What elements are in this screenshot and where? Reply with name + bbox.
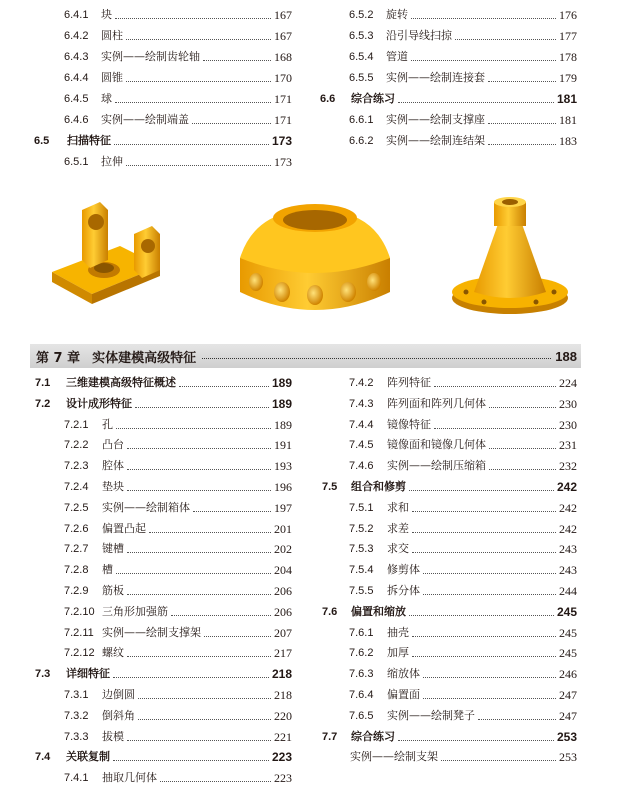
entry-title: 垫块	[102, 480, 124, 493]
entry-page-number: 204	[274, 563, 292, 578]
toc-subsection-entry[interactable]	[64, 682, 292, 702]
chapter-title: 实体建模高级特征	[92, 350, 197, 366]
toc-subsection-entry[interactable]	[64, 536, 292, 556]
entry-page-number: 178	[559, 50, 577, 64]
toc-subsection-entry[interactable]	[349, 2, 577, 22]
entry-number: 6.4.4	[64, 72, 89, 84]
entry-title: 实例——绘制支撑架	[102, 625, 201, 639]
toc-subsection-entry[interactable]	[64, 557, 292, 577]
leader-dots	[202, 357, 551, 359]
toc-section-entry[interactable]	[322, 724, 577, 744]
entry-number: 7.2.7	[64, 543, 89, 556]
entry-number: 7.1	[35, 377, 51, 389]
toc-section-entry[interactable]	[322, 474, 577, 494]
entry-title: 拔模	[102, 729, 124, 743]
chapter-heading[interactable]	[30, 344, 581, 368]
toc-section-entry[interactable]	[322, 599, 577, 619]
leader-dots	[488, 143, 556, 145]
entry-title: 拉伸	[101, 155, 123, 168]
leader-dots	[489, 447, 556, 449]
toc-subsection-entry[interactable]	[64, 516, 292, 536]
entry-number: 7.5.2	[349, 522, 374, 535]
entry-number: 7.2	[35, 397, 51, 410]
toc-subsection-entry[interactable]	[64, 578, 292, 598]
entry-title: 求交	[387, 542, 409, 556]
entry-title: 倒斜角	[102, 708, 135, 722]
entry-title: 旋转	[386, 8, 408, 21]
entry-number: 6.4.2	[64, 30, 89, 42]
entry-number: 7.5.1	[349, 501, 374, 514]
entry-title: 键槽	[102, 542, 124, 556]
entry-page-number: 170	[274, 71, 292, 85]
leader-dots	[113, 676, 269, 678]
toc-section-entry[interactable]	[35, 744, 292, 764]
leader-dots	[127, 468, 271, 470]
entry-number: 7.7	[322, 730, 338, 743]
leader-dots	[412, 531, 556, 533]
leader-dots	[126, 38, 271, 40]
entry-page-number: 181	[556, 92, 577, 106]
toc-subsection-entry[interactable]	[64, 432, 292, 452]
leader-dots	[488, 122, 556, 124]
leader-dots	[126, 164, 271, 166]
entry-number: 6.4.5	[64, 93, 89, 105]
toc-subsection-entry[interactable]	[349, 65, 577, 85]
entry-page-number: 224	[559, 376, 577, 390]
leader-dots	[434, 385, 556, 387]
entry-title: 加厚	[387, 646, 409, 660]
entry-title: 综合练习	[351, 92, 395, 105]
entry-title: 求差	[387, 521, 409, 535]
leader-dots	[409, 614, 554, 616]
entry-title: 孔	[102, 417, 113, 431]
entry-title: 槽	[102, 563, 113, 577]
chapter-label: 第 7 章	[36, 350, 81, 366]
leader-dots	[149, 531, 271, 533]
entry-page-number: 179	[559, 71, 577, 85]
leader-dots	[478, 718, 556, 720]
entry-title: 实例——绘制箱体	[102, 500, 190, 514]
entry-number: 6.5	[34, 135, 50, 147]
entry-title: 实例——绘制凳子	[387, 708, 475, 722]
entry-title: 阵列特征	[387, 376, 431, 389]
entry-page-number: 206	[274, 604, 292, 619]
entry-page-number: 223	[274, 771, 292, 786]
entry-title: 实例——绘制支撑座	[386, 113, 485, 126]
leader-dots	[434, 427, 556, 429]
leader-dots	[193, 510, 271, 512]
leader-dots	[126, 80, 271, 82]
leader-dots	[398, 739, 554, 741]
leader-dots	[127, 655, 271, 657]
entry-title: 偏置面	[387, 688, 420, 701]
entry-number: 7.4.3	[349, 397, 374, 410]
entry-page-number: 246	[559, 667, 577, 682]
entry-title: 镜像面和镜像几何体	[387, 438, 486, 452]
entry-title: 球	[101, 92, 112, 105]
entry-number: 7.5.5	[349, 585, 374, 597]
toc-subsection-entry[interactable]	[64, 640, 292, 660]
toc-subsection-entry[interactable]	[64, 86, 292, 106]
leader-dots	[203, 59, 271, 61]
toc-subsection-entry[interactable]	[349, 495, 577, 515]
entry-title: 筋板	[102, 584, 124, 597]
toc-subsection-entry[interactable]	[64, 149, 292, 169]
entry-title: 螺纹	[102, 646, 124, 660]
entry-number: 7.4.6	[349, 460, 374, 473]
entry-number: 7.4	[35, 751, 51, 764]
leader-dots	[127, 489, 271, 491]
entry-number: 7.4.1	[64, 772, 89, 785]
toc-subsection-entry[interactable]	[349, 703, 577, 723]
entry-title: 圆锥	[101, 71, 123, 84]
toc-subsection-entry[interactable]	[64, 495, 292, 515]
entry-number: 6.6.2	[349, 135, 374, 147]
toc-subsection-entry[interactable]	[349, 432, 577, 452]
leader-dots	[412, 510, 556, 512]
entry-number: 7.2.3	[64, 460, 89, 473]
entry-page-number: 242	[556, 480, 577, 494]
part-figures	[0, 180, 640, 330]
entry-page-number: 189	[274, 417, 292, 432]
entry-number: 7.2.10	[64, 605, 95, 618]
entry-number: 7.2.11	[64, 626, 94, 639]
leader-dots	[455, 38, 556, 40]
entry-page-number: 245	[559, 625, 577, 640]
leader-dots	[114, 143, 269, 145]
toc-subsection-entry[interactable]	[349, 536, 577, 556]
leader-dots	[423, 572, 556, 574]
entry-page-number: 207	[274, 625, 292, 640]
entry-number: 7.6.1	[349, 626, 374, 639]
toc-subsection-entry[interactable]	[64, 44, 292, 64]
leader-dots	[160, 780, 271, 782]
leader-dots	[489, 468, 556, 470]
entry-title: 抽壳	[387, 625, 409, 639]
entry-page-number: 189	[271, 396, 292, 411]
entry-page-number: 201	[274, 521, 292, 536]
entry-page-number: 173	[274, 155, 292, 169]
entry-page-number: 189	[271, 376, 292, 390]
entry-title: 关联复制	[66, 750, 110, 764]
entry-title: 综合练习	[351, 729, 395, 743]
toc-subsection-entry[interactable]	[64, 65, 292, 85]
entry-title: 偏置凸起	[102, 521, 146, 535]
entry-number: 7.2.8	[64, 564, 89, 577]
entry-title: 镜像特征	[387, 417, 431, 431]
entry-page-number: 206	[274, 584, 292, 598]
entry-page-number: 173	[271, 134, 292, 148]
entry-number: 7.5.3	[349, 543, 374, 556]
entry-number: 7.6.3	[349, 668, 374, 681]
flange-ring-figure	[240, 204, 390, 310]
leader-dots	[441, 759, 556, 761]
entry-page-number: 247	[559, 688, 577, 702]
toc-subsection-entry[interactable]	[349, 516, 577, 536]
leader-dots	[489, 406, 556, 408]
entry-page-number: 253	[556, 729, 577, 744]
leader-dots	[423, 676, 556, 678]
leader-dots	[127, 551, 271, 553]
toc-subsection-entry[interactable]	[349, 578, 577, 598]
entry-page-number: 232	[559, 459, 577, 474]
leader-dots	[412, 635, 556, 637]
entry-page-number: 243	[559, 563, 577, 578]
entry-title: 凸台	[102, 438, 124, 452]
entry-page-number: 167	[274, 29, 292, 43]
leader-dots	[204, 635, 271, 637]
entry-page-number: 171	[274, 113, 292, 127]
entry-page-number: 181	[559, 113, 577, 127]
leader-dots	[127, 593, 271, 595]
toc-subsection-entry[interactable]	[349, 557, 577, 577]
toc-subsection-entry[interactable]	[349, 107, 577, 127]
entry-page-number: 230	[559, 417, 577, 432]
entry-title: 阵列面和阵列几何体	[387, 396, 486, 410]
cad-parts-illustration	[0, 180, 640, 330]
toc-subsection-entry[interactable]	[64, 107, 292, 127]
toc-subsection-entry[interactable]	[349, 640, 577, 660]
entry-title: 抽取几何体	[102, 771, 157, 785]
leader-dots	[423, 593, 556, 595]
entry-number: 7.2.6	[64, 522, 89, 535]
entry-title: 缩放体	[387, 667, 420, 681]
entry-number: 7.6.4	[349, 689, 374, 701]
entry-page-number: 245	[556, 604, 577, 619]
entry-number: 6.6.1	[349, 114, 374, 126]
entry-page-number: 223	[271, 750, 292, 765]
entry-title: 三维建模高级特征概述	[66, 376, 176, 389]
entry-page-number: 230	[559, 396, 577, 411]
entry-page-number: 247	[559, 708, 577, 723]
entry-number: 7.2.4	[64, 481, 89, 493]
entry-number: 6.5.2	[349, 9, 374, 21]
leader-dots	[423, 697, 556, 699]
entry-title: 设计成形特征	[66, 396, 132, 410]
entry-title: 管道	[386, 50, 408, 63]
toc-subsection-entry[interactable]	[64, 2, 292, 22]
entry-number: 7.6	[322, 605, 338, 618]
entry-number: 6.5.3	[349, 30, 374, 42]
entry-number: 6.4.3	[64, 51, 89, 63]
toc-subsection-entry[interactable]	[349, 44, 577, 64]
entry-page-number: 231	[559, 438, 577, 453]
entry-page-number: 193	[274, 459, 292, 474]
toc-subsection-entry[interactable]	[349, 23, 577, 43]
leader-dots	[412, 551, 556, 553]
entry-title: 块	[101, 8, 112, 21]
entry-page-number: 171	[274, 92, 292, 106]
leader-dots	[138, 697, 271, 699]
leader-dots	[127, 739, 271, 741]
leader-dots	[411, 59, 556, 61]
entry-number: 6.5.1	[64, 156, 89, 168]
entry-page-number: 217	[274, 646, 292, 661]
entry-page-number: 167	[274, 8, 292, 22]
leader-dots	[138, 718, 271, 720]
leader-dots	[115, 17, 271, 19]
leader-dots	[409, 489, 554, 491]
entry-page-number: 177	[559, 29, 577, 43]
entry-page-number: 253	[559, 750, 577, 765]
entry-title: 边倒圆	[102, 688, 135, 701]
entry-page-number: 196	[274, 480, 292, 494]
entry-page-number: 245	[559, 646, 577, 661]
leader-dots	[127, 447, 271, 449]
entry-number: 7.6.5	[349, 709, 374, 722]
entry-page-number: 242	[559, 500, 577, 515]
bracket-part-figure	[52, 202, 160, 304]
leader-dots	[192, 122, 271, 124]
entry-title: 实例——绘制支架	[350, 750, 438, 764]
entry-title: 求和	[387, 500, 409, 514]
entry-page-number: 168	[274, 50, 292, 64]
entry-number: 7.2.1	[64, 418, 89, 431]
entry-number: 7.6.2	[349, 647, 374, 660]
entry-title: 组合和修剪	[351, 480, 406, 493]
entry-page-number: 221	[274, 729, 292, 744]
toc-subsection-entry[interactable]	[349, 128, 577, 148]
entry-number: 7.2.9	[64, 585, 89, 597]
toc-subsection-entry[interactable]	[64, 23, 292, 43]
entry-title: 腔体	[102, 459, 124, 473]
leader-dots	[488, 80, 556, 82]
entry-title: 圆柱	[101, 29, 123, 42]
toc-subsection-entry[interactable]	[349, 744, 577, 764]
toc-subsection-entry[interactable]	[64, 703, 292, 723]
toc-subsection-entry[interactable]	[349, 620, 577, 640]
toc-subsection-entry[interactable]	[64, 453, 292, 473]
toc-section-entry[interactable]	[35, 661, 292, 681]
entry-page-number: 242	[559, 521, 577, 536]
toc-subsection-entry[interactable]	[349, 412, 577, 432]
toc-subsection-entry[interactable]	[349, 682, 577, 702]
entry-page-number: 243	[559, 542, 577, 557]
toc-subsection-entry[interactable]	[349, 370, 577, 390]
entry-number: 6.5.5	[349, 72, 374, 84]
toc-section-entry[interactable]	[320, 86, 577, 106]
entry-title: 实例——绘制连接套	[386, 71, 485, 84]
entry-number: 6.5.4	[349, 51, 374, 63]
entry-number: 6.4.1	[64, 9, 89, 21]
toc-subsection-entry[interactable]	[64, 620, 292, 640]
entry-number: 7.3.1	[64, 689, 89, 701]
leader-dots	[412, 655, 556, 657]
entry-page-number: 183	[559, 134, 577, 148]
toc-subsection-entry[interactable]	[64, 412, 292, 432]
entry-number: 7.3	[35, 668, 51, 681]
leader-dots	[398, 101, 554, 103]
entry-page-number: 218	[271, 667, 292, 682]
entry-page-number: 202	[274, 542, 292, 557]
entry-page-number: 244	[559, 584, 577, 598]
entry-title: 三角形加强筋	[102, 604, 168, 618]
entry-title: 详细特征	[66, 667, 110, 681]
entry-title: 沿引导线扫掠	[386, 29, 452, 42]
toc-subsection-entry[interactable]	[64, 599, 292, 619]
entry-page-number: 191	[274, 438, 292, 453]
chapter-page: 188	[555, 348, 577, 364]
entry-number: 7.4.5	[349, 439, 374, 452]
toc-section-entry[interactable]	[34, 128, 292, 148]
entry-page-number: 176	[559, 8, 577, 22]
entry-number: 7.4.4	[349, 418, 374, 431]
toc-section-entry[interactable]	[35, 391, 292, 411]
entry-page-number: 220	[274, 708, 292, 723]
entry-title: 实例——绘制连结架	[386, 134, 485, 147]
entry-number: 7.4.2	[349, 377, 374, 389]
entry-number: 7.2.2	[64, 439, 89, 452]
entry-number: 6.4.6	[64, 114, 89, 126]
entry-title: 实例——绘制压缩箱	[387, 459, 486, 473]
toc-subsection-entry[interactable]	[64, 474, 292, 494]
leader-dots	[115, 101, 271, 103]
leader-dots	[116, 427, 271, 429]
toc-subsection-entry[interactable]	[64, 765, 292, 785]
entry-title: 修剪体	[387, 563, 420, 577]
entry-title: 偏置和缩放	[351, 604, 406, 618]
entry-page-number: 218	[274, 688, 292, 702]
entry-number: 7.2.12	[64, 647, 95, 660]
entry-number: 7.2.5	[64, 501, 89, 514]
entry-number: 7.3.3	[64, 730, 89, 743]
cone-flange-figure	[452, 197, 568, 314]
leader-dots	[113, 759, 269, 761]
leader-dots	[411, 17, 556, 19]
leader-dots	[135, 406, 269, 408]
toc-subsection-entry[interactable]	[349, 453, 577, 473]
entry-number: 7.5.4	[349, 564, 374, 577]
toc-section-entry[interactable]	[35, 370, 292, 390]
leader-dots	[116, 572, 271, 574]
entry-page-number: 197	[274, 500, 292, 515]
entry-number: 6.6	[320, 93, 336, 105]
entry-number: 7.5	[322, 481, 338, 493]
entry-number: 7.3.2	[64, 709, 89, 722]
toc-subsection-entry[interactable]	[64, 724, 292, 744]
toc-subsection-entry[interactable]	[349, 391, 577, 411]
entry-title: 实例——绘制齿轮轴	[101, 50, 200, 63]
leader-dots	[171, 614, 271, 616]
leader-dots	[179, 385, 269, 387]
entry-title: 扫描特征	[67, 134, 111, 147]
entry-title: 拆分体	[387, 584, 420, 597]
entry-title: 实例——绘制端盖	[101, 113, 189, 126]
toc-subsection-entry[interactable]	[349, 661, 577, 681]
